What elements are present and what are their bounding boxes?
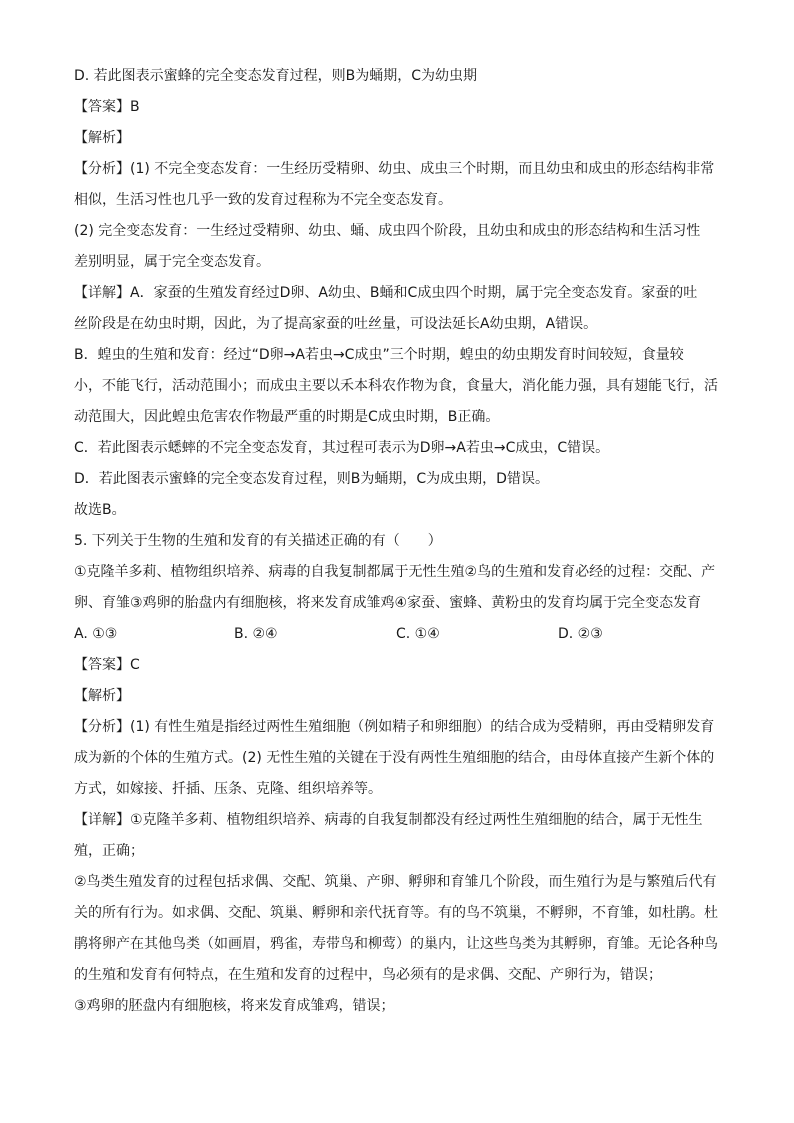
q5-analysis-line: 【分析】(1) 有性生殖是指经过两性生殖细胞（例如精子和卵细胞）的结合成为受精卵，再由受精卵发育 <box>74 719 715 735</box>
q5-items-line: 卵、育雏③鸡卵的胎盘内有细胞核，将来发育成雏鸡④家蚕、蜜蜂、黄粉虫的发育均属于完全变态发育 <box>74 595 702 611</box>
q4-conclusion: 故选B。 <box>74 502 126 518</box>
q5-detail-line: 殖，正确； <box>74 843 144 859</box>
q5-analysis-line: 方式，如嫁接、扦插、压条、克隆、组织培养等。 <box>74 781 382 797</box>
q5-option-a: A. ①③ <box>74 626 118 642</box>
q4-detail-line: 丝阶段是在幼虫时期，因此，为了提高家蚕的吐丝量，可设法延长A幼虫期，A错误。 <box>74 316 598 332</box>
q4-answer: 【答案】B <box>74 99 140 115</box>
q4-analysis-line: 相似，生活习性也几乎一致的发育过程称为不完全变态发育。 <box>74 192 452 208</box>
q4-detail-line: 小，不能飞行，活动范围小；而成虫主要以禾本科农作物为食，食量大，消化能力强，具有翅能飞行，活 <box>74 378 718 394</box>
q5-stem: 5. 下列关于生物的生殖和发育的有关描述正确的有（ ） <box>74 533 442 549</box>
q5-detail-line: 鹃将卵产在其他鸟类（如画眉，鸦雀，寿带鸟和柳莺）的巢内，让这些鸟类为其孵卵，育雏。无论各种鸟 <box>74 936 718 952</box>
q5-detail-line: 关的所有行为。如求偶、交配、筑巢、孵卵和亲代抚育等。有的鸟不筑巢，不孵卵，不育雏，如杜鹃。杜 <box>74 905 718 921</box>
q5-detail-line: ②鸟类生殖发育的过程包括求偶、交配、筑巢、产卵、孵卵和育雏几个阶段，而生殖行为是与繁殖后代有 <box>74 874 717 890</box>
q4-analysis-line: (2) 完全变态发育：一生经过受精卵、幼虫、蛹、成虫四个阶段，且幼虫和成虫的形态结构和生活习性 <box>74 223 701 239</box>
q4-detail-line: 动范围大，因此蝗虫危害农作物最严重的时期是C成虫时期，B正确。 <box>74 409 500 425</box>
q4-detail-line: B．蝗虫的生殖和发育：经过“D卵→A若虫→C成虫”三个时期，蝗虫的幼虫期发育时间较短，食量较 <box>74 347 684 363</box>
q5-detail-line: ③鸡卵的胚盘内有细胞核，将来发育成雏鸡，错误； <box>74 998 395 1014</box>
q5-detail-line: 【详解】①克隆羊多莉、植物组织培养、病毒的自我复制都没有经过两性生殖细胞的结合，属于无性生 <box>74 812 703 828</box>
q5-option-b: B. ②④ <box>234 626 278 642</box>
q5-option-d: D. ②③ <box>558 626 603 642</box>
q4-detail-line: 【详解】A．家蚕的生殖发育经过D卵、A幼虫、B蛹和C成虫四个时期，属于完全变态发育。家蚕的吐 <box>74 285 698 301</box>
q5-analysis-line: 成为新的个体的生殖方式。(2) 无性生殖的关键在于没有两性生殖细胞的结合，由母体直接产生新个体的 <box>74 750 715 766</box>
q4-detail-line: C．若此图表示蟋蟀的不完全变态发育，其过程可表示为D卵→A若虫→C成虫，C错误。 <box>74 440 610 456</box>
q4-analysis-line: 差别明显，属于完全变态发育。 <box>74 254 270 270</box>
q5-detail-line: 的生殖和发育有何特点，在生殖和发育的过程中，鸟必须有的是求偶、交配、产卵行为，错误； <box>74 967 662 983</box>
q5-items-line: ①克隆羊多莉、植物组织培养、病毒的自我复制都属于无性生殖②鸟的生殖和发育必经的过程：交配、产 <box>74 564 716 580</box>
q5-option-c: C. ①④ <box>396 626 440 642</box>
q4-detail-line: D．若此图表示蜜蜂的完全变态发育过程，则B为蛹期，C为成虫期，D错误。 <box>74 471 549 487</box>
q4-option-d: D. 若此图表示蜜蜂的完全变态发育过程，则B为蛹期，C为幼虫期 <box>74 68 478 84</box>
q4-analysis-label: 【解析】 <box>74 130 130 146</box>
q4-analysis-line: 【分析】(1) 不完全变态发育：一生经历受精卵、幼虫、成虫三个时期，而且幼虫和成虫的形态结构非常 <box>74 161 715 177</box>
q5-analysis-label: 【解析】 <box>74 688 130 704</box>
q5-answer: 【答案】C <box>74 657 140 673</box>
